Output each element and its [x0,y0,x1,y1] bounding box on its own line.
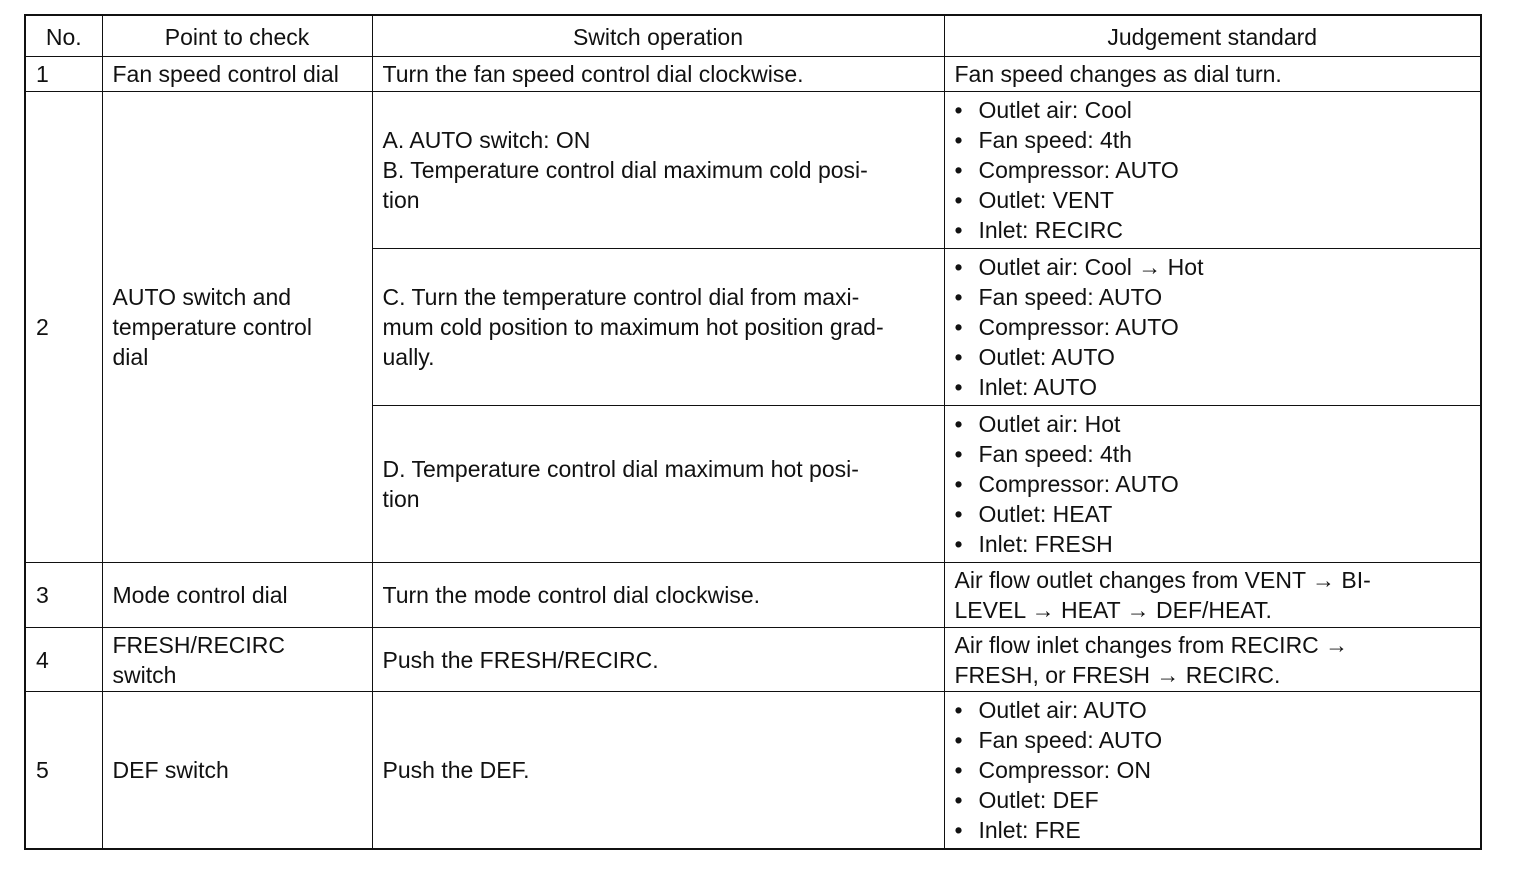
switch-operation: D. Temperature control dial maximum hot posi- tion [372,406,944,563]
header-judgement-standard: Judgement standard [944,15,1481,57]
judgement-standard [944,249,1481,406]
judgement-item: • Outlet: VENT [955,185,1471,215]
judgement-item: • Compressor: AUTO [955,312,1471,342]
point-to-check: FRESH/RECIRC switch [102,628,372,692]
judgement-list [955,252,1471,402]
judgement-item: • Outlet: DEF [955,785,1471,815]
judgement-item: • Fan speed: AUTO [955,725,1471,755]
row-number: 4 [25,628,102,692]
point-to-check: AUTO switch and temperature control dial [102,92,372,563]
judgement-standard: Air flow inlet changes from RECIRC → FRESH, or FRESH → RECIRC. [944,628,1481,692]
judgement-item: • Inlet: FRESH [955,529,1471,559]
point-to-check: Mode control dial [102,563,372,628]
header-row [25,15,1481,57]
row-number: 3 [25,563,102,628]
judgement-item: • Compressor: ON [955,755,1471,785]
judgement-item: • Outlet air: Hot [955,409,1471,439]
row-number: 1 [25,57,102,92]
switch-operation: A. AUTO switch: ON B. Temperature control dial maximum cold posi- tion [372,92,944,249]
judgement-standard: Fan speed changes as dial turn. [944,57,1481,92]
point-to-check: Fan speed control dial [102,57,372,92]
judgement-item: • Outlet: AUTO [955,342,1471,372]
judgement-list [955,95,1471,245]
switch-operation: Push the FRESH/RECIRC. [372,628,944,692]
judgement-item: • Fan speed: 4th [955,439,1471,469]
header-switch-operation: Switch operation [372,15,944,57]
judgement-standard: Air flow outlet changes from VENT → BI- LEVEL → HEAT → DEF/HEAT. [944,563,1481,628]
table-row [25,692,1481,850]
judgement-list [955,409,1471,559]
check-table [24,14,1482,850]
table-row [25,563,1481,628]
judgement-item: • Fan speed: AUTO [955,282,1471,312]
judgement-item: • Compressor: AUTO [955,469,1471,499]
judgement-item: • Outlet air: Cool → Hot [955,252,1471,282]
table-row [25,92,1481,249]
switch-operation: Turn the mode control dial clockwise. [372,563,944,628]
switch-operation: Turn the fan speed control dial clockwise. [372,57,944,92]
judgement-standard [944,692,1481,850]
judgement-item: • Outlet: HEAT [955,499,1471,529]
judgement-item: • Inlet: AUTO [955,372,1471,402]
row-number: 2 [25,92,102,563]
judgement-item: • Inlet: RECIRC [955,215,1471,245]
switch-operation: C. Turn the temperature control dial from maxi- mum cold position to maximum hot position grad- ually. [372,249,944,406]
judgement-item: • Inlet: FRE [955,815,1471,845]
judgement-list [955,695,1471,845]
header-no: No. [25,15,102,57]
judgement-item: • Compressor: AUTO [955,155,1471,185]
judgement-item: • Fan speed: 4th [955,125,1471,155]
table-row [25,628,1481,692]
header-point-to-check: Point to check [102,15,372,57]
table-row [25,57,1481,92]
judgement-item: • Outlet air: AUTO [955,695,1471,725]
row-number: 5 [25,692,102,850]
judgement-item: • Outlet air: Cool [955,95,1471,125]
point-to-check: DEF switch [102,692,372,850]
judgement-standard [944,92,1481,249]
judgement-standard [944,406,1481,563]
switch-operation: Push the DEF. [372,692,944,850]
